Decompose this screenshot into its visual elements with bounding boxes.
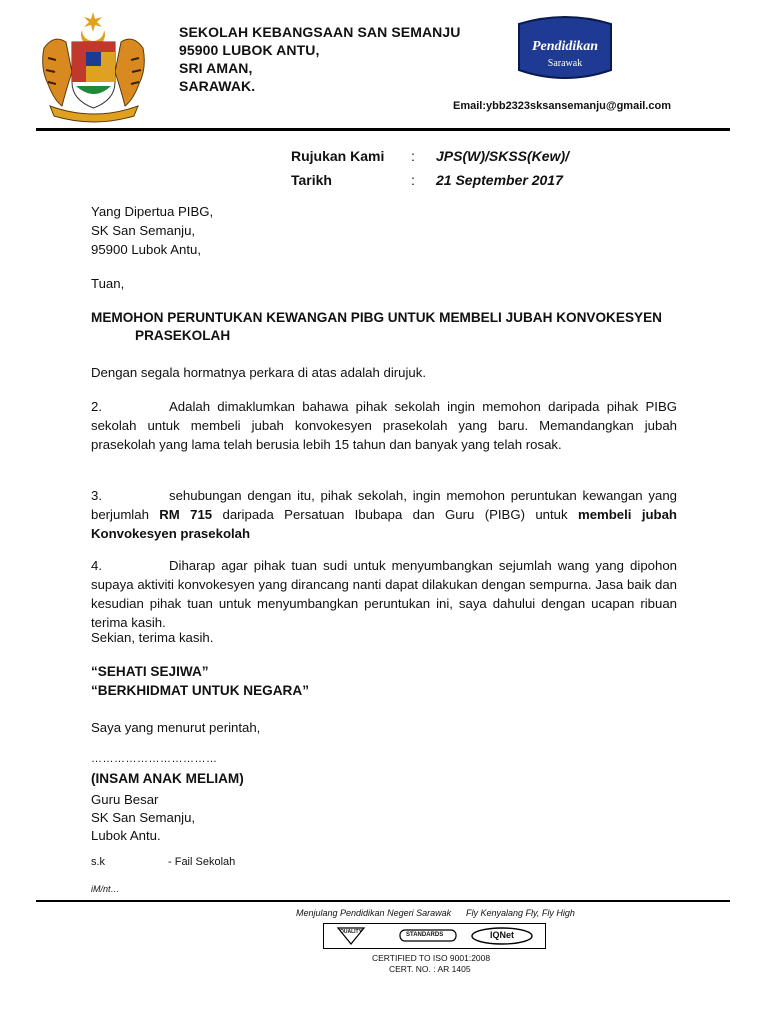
paragraph-3-text-a: sehubungan dengan itu, pihak sekolah, ingin memohon peruntukan kewangan yang berjumlah <box>91 488 677 522</box>
badge-standards-text: STANDARDS <box>406 932 444 938</box>
date-label: Tarikh <box>291 172 332 188</box>
paragraph-2 <box>91 397 677 454</box>
date-value: 21 September 2017 <box>436 172 563 188</box>
logo-text-pendidikan: Pendidikan <box>531 39 599 54</box>
school-address-line2: SRI AMAN, <box>179 60 253 76</box>
subject-line1: MEMOHON PERUNTUKAN KEWANGAN PIBG UNTUK MEMBELI JUBAH KONVOKESYEN <box>91 310 662 325</box>
cc-value: - Fail Sekolah <box>168 856 236 868</box>
closing-order: Saya yang menurut perintah, <box>91 720 261 735</box>
paragraph-4-text: Diharap agar pihak tuan sudi untuk menyumbangkan sejumlah wang yang dipohon supaya aktiviti konvokesyen yang dirancang nanti dapat dilakukan dengan sempurna. Jasa baik dan kesudian pihak tuan untuk menyumbangkan peruntukan ini, saya dahului dengan ucapan ribuan terima kasih. <box>91 558 677 630</box>
reference-colon: : <box>411 148 415 164</box>
recipient-address <box>91 202 213 259</box>
national-crest-logo <box>36 8 151 123</box>
motto-line2: “BERKHIDMAT UNTUK NEGARA” <box>91 683 309 698</box>
paragraph-3-amount: RM 715 <box>159 507 213 522</box>
logo-text-sarawak: Sarawak <box>547 58 583 69</box>
footer-slogan-2: Fly Kenyalang Fly, Fly High <box>466 908 575 918</box>
footer-cert-line2: CERT. NO. : AR 1405 <box>389 964 471 974</box>
salutation: Tuan, <box>91 276 125 291</box>
recipient-line1: Yang Dipertua PIBG, <box>91 204 214 219</box>
motto-line1: “SEHATI SEJIWA” <box>91 664 209 679</box>
date-colon: : <box>411 172 415 188</box>
school-address-line3: SARAWAK. <box>179 78 256 94</box>
paragraph-4 <box>91 556 677 632</box>
pendidikan-sarawak-logo <box>515 14 615 90</box>
certification-badges <box>323 923 546 949</box>
paragraph-1: Dengan segala hormatnya perkara di atas adalah dirujuk. <box>91 365 427 380</box>
paragraph-3-number: 3. <box>91 488 102 503</box>
paragraph-2-number: 2. <box>91 399 102 414</box>
recipient-line3: 95900 Lubok Antu, <box>91 242 201 257</box>
recipient-line2: SK San Semanju, <box>91 223 196 238</box>
paragraph-3-text-c: membeli jubah Konvokesyen prasekolah <box>91 507 677 541</box>
signer-name: (INSAM ANAK MELIAM) <box>91 771 244 786</box>
cc-label: s.k <box>91 856 106 868</box>
reference-label: Rujukan Kami <box>291 148 385 164</box>
footer-rule <box>36 900 730 902</box>
footer-cert-line1: CERTIFIED TO ISO 9001:2008 <box>372 953 491 963</box>
signer-place: Lubok Antu. <box>91 828 161 843</box>
signature-dots: …………………………… <box>91 753 218 765</box>
date-row <box>291 172 711 190</box>
signer-school: SK San Semanju, <box>91 810 196 825</box>
paragraph-3-text-b: daripada Persatuan Ibubapa dan Guru (PIBG) untuk <box>212 507 578 522</box>
reference-row <box>291 148 711 166</box>
signer-title: Guru Besar <box>91 792 159 807</box>
initials: iM/nt… <box>91 884 120 894</box>
badge-iqnet-text: IQNet <box>490 930 515 940</box>
closing-thanks: Sekian, terima kasih. <box>91 630 214 645</box>
school-email: Email:ybb2323sksansemanju@gmail.com <box>453 100 671 112</box>
header-rule <box>36 128 730 131</box>
subject-line2: PRASEKOLAH <box>135 328 231 343</box>
school-address-line1: 95900 LUBOK ANTU, <box>179 42 320 58</box>
reference-value: JPS(W)/SKSS(Kew)/ <box>436 148 570 164</box>
footer-slogan-1: Menjulang Pendidikan Negeri Sarawak <box>296 908 452 918</box>
school-name: SEKOLAH KEBANGSAAN SAN SEMANJU <box>179 24 461 40</box>
badge-quality-text: QUALITY <box>340 929 362 935</box>
paragraph-2-text: Adalah dimaklumkan bahawa pihak sekolah ingin memohon daripada pihak PIBG sekolah untuk membeli jubah konvokesyen prasekolah yang baru. Memandangkan jubah prasekolah yang lama telah berusia lebih 15 tahun dan banyak yang telah rosak. <box>91 399 677 452</box>
paragraph-3 <box>91 486 677 543</box>
paragraph-4-number: 4. <box>91 558 102 573</box>
